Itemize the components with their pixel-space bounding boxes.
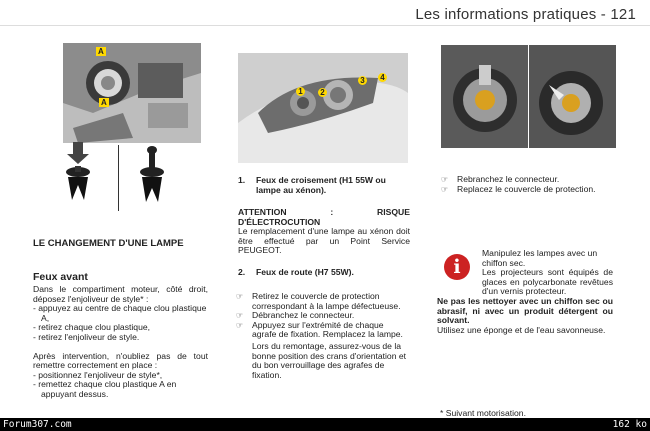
footer-bar <box>0 418 650 431</box>
step-item: ☞ Appuyez sur l'extrémité de chaque agrafe de fixation. Remplacez la lampe. <box>236 319 403 340</box>
item-2-num: 2. <box>238 267 246 277</box>
section-title: LE CHANGEMENT D'UNE LAMPE <box>33 238 184 249</box>
page-header: Les informations pratiques - 121 <box>415 6 636 23</box>
arrow-icon: ☞ <box>441 175 449 184</box>
attention-title: ATTENTION : RISQUE D'ÉLECTROCUTION <box>238 207 410 227</box>
lamp-clip-illustration <box>529 45 616 148</box>
warn-bold: Ne pas les nettoyer avec un chiffon sec ou abrasif, ni avec un produit détergent ou solvant. <box>437 295 613 326</box>
engine-bay-photo <box>63 43 201 143</box>
header-rule <box>0 25 650 26</box>
middle-steps <box>236 292 410 380</box>
warning-block <box>437 249 613 335</box>
step-item: - retirez l'enjoliveur de style. <box>33 331 140 342</box>
after-step-item: - remettez chaque clou plastique A en appuyant dessus. <box>33 379 177 399</box>
warn-line-1: Manipulez les lampes avec un chiffon sec. <box>482 248 598 268</box>
left-body <box>33 285 208 400</box>
step-item: ☞ Débranchez le connecteur. <box>236 310 355 321</box>
info-warning-icon: i <box>444 254 470 280</box>
callout-a-bottom: A <box>101 98 107 107</box>
arrow-icon: ☞ <box>236 311 244 321</box>
step-item: ☞ Rebranchez le connecteur. <box>441 174 560 184</box>
arrow-icon: ☞ <box>236 320 244 330</box>
callout-a-top: A <box>98 47 104 56</box>
step-item: ☞ Retirez le couvercle de protection correspondant à la lampe défectueuse. <box>236 291 401 311</box>
engine-bay-illustration <box>63 43 201 143</box>
callout-3: 3 <box>358 76 367 85</box>
callout-2: 2 <box>318 88 327 97</box>
warn-line-3: Utilisez une éponge et de l'eau savonneuse. <box>437 324 606 335</box>
footer-site-link[interactable]: Forum307.com <box>3 419 72 430</box>
headlamp-illustration <box>238 53 408 163</box>
attention-text: Le remplacement d'une lampe au xénon doit être effectué par un Point Service PEUGEOT. <box>238 226 410 256</box>
item-1-text: Feux de croisement (H1 55W ou lampe au xénon). <box>256 175 386 195</box>
arrow-icon: ☞ <box>441 184 449 194</box>
after-step-item: - positionnez l'enjoliveur de style*, <box>33 369 163 380</box>
footnote: * Suivant motorisation. <box>440 408 526 418</box>
step-item: - retirez chaque clou plastique, <box>33 322 151 333</box>
item-1 <box>238 176 410 195</box>
lamp-connector-illustration <box>441 45 528 148</box>
attention-block <box>238 208 410 256</box>
remount-note: Lors du remontage, assurez-vous de la bonne position des crans d'orientation et du bon verrouillage des agrafes de fixation. <box>252 340 407 380</box>
footer-file-size: 162 ko <box>612 419 647 430</box>
step-item: - appuyez au centre de chaque clou plastique A, <box>33 303 207 323</box>
subtitle-feux-avant: Feux avant <box>33 271 88 283</box>
plastic-clip-illustration <box>58 140 203 215</box>
clip-diagram <box>58 140 203 215</box>
push-arrow-icon <box>67 142 89 164</box>
headlamp-photo <box>238 53 408 163</box>
item-1-num: 1. <box>238 175 246 185</box>
warn-line-2: Les projecteurs sont équipés de glaces en polycarbonate revêtues d'un vernis protecteur. <box>482 267 613 297</box>
lamp-removal-photo-2 <box>529 45 616 148</box>
intro-text: Dans le compartiment moteur, côté droit, déposez l'enjoliveur de style* : <box>33 284 208 304</box>
callout-4: 4 <box>378 73 387 82</box>
lamp-removal-photo-1 <box>441 45 528 148</box>
after-text: Après intervention, n'oubliez pas de tout remettre correctement en place : <box>33 350 208 371</box>
arrow-icon: ☞ <box>236 292 244 301</box>
right-steps <box>441 175 619 194</box>
item-2-text: Feux de route (H7 55W). <box>256 267 354 277</box>
item-2 <box>238 268 410 278</box>
callout-1: 1 <box>296 87 305 96</box>
step-item: ☞ Replacez le couvercle de protection. <box>441 183 596 194</box>
